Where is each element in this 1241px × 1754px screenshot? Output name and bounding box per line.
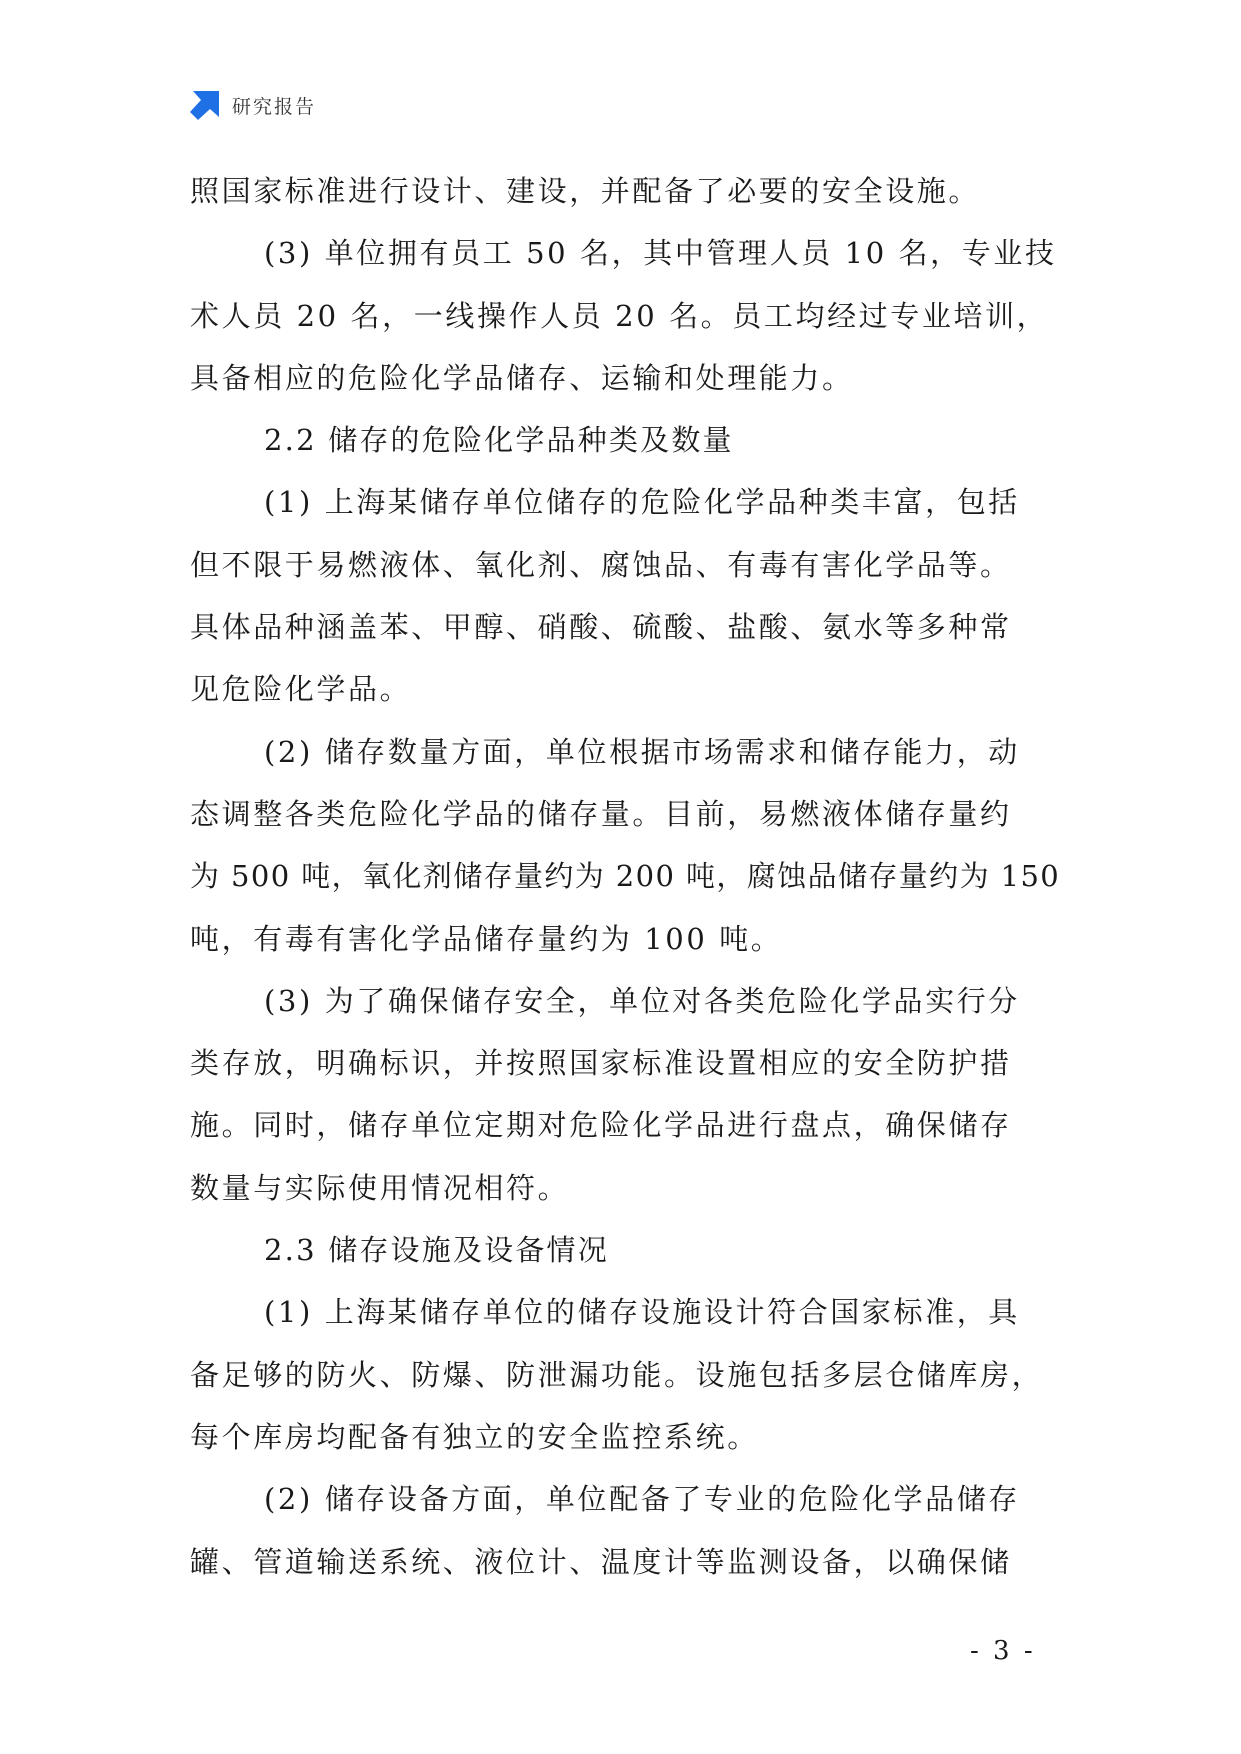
section-heading-2-2: 2.2 储存的危险化学品种类及数量 <box>264 423 734 458</box>
text-line: 每个库房均配备有独立的安全监控系统。 <box>190 1419 759 1454</box>
section-heading-2-3: 2.3 储存设施及设备情况 <box>264 1233 609 1268</box>
text-line: 类存放，明确标识，并按照国家标准设置相应的安全防护措 <box>190 1046 1012 1081</box>
page-number: - 3 - <box>970 1636 1036 1666</box>
text-line: 数量与实际使用情况相符。 <box>190 1170 570 1205</box>
text-line: (2) 储存数量方面，单位根据市场需求和储存能力，动 <box>264 734 1020 769</box>
text-line: 吨，有毒有害化学品储存量约为 100 吨。 <box>190 921 783 956</box>
text-line: 具备相应的危险化学品储存、运输和处理能力。 <box>190 360 854 395</box>
text-line: (3) 为了确保储存安全，单位对各类危险化学品实行分 <box>264 983 1020 1018</box>
text-line: 施。同时，储存单位定期对危险化学品进行盘点，确保储存 <box>190 1108 1012 1143</box>
text-line: 照国家标准进行设计、建设，并配备了必要的安全设施。 <box>190 174 981 208</box>
body-text <box>190 160 1062 1593</box>
text-line: (1) 上海某储存单位的储存设施设计符合国家标准，具 <box>264 1295 1020 1330</box>
text-line: 见危险化学品。 <box>190 672 412 707</box>
text-line: (2) 储存设备方面，单位配备了专业的危险化学品储存 <box>264 1482 1020 1517</box>
text-line: 但不限于易燃液体、氧化剂、腐蚀品、有毒有害化学品等。 <box>190 547 1012 582</box>
text-line: (1) 上海某储存单位储存的危险化学品种类丰富，包括 <box>264 485 1020 520</box>
text-line: 罐、管道输送系统、液位计、温度计等监测设备，以确保储 <box>190 1544 1012 1579</box>
text-line: 术人员 20 名，一线操作人员 20 名。员工均经过专业培训， <box>190 298 1049 333</box>
page-header <box>190 88 316 122</box>
text-line: 为 500 吨，氧化剂储存量约为 200 吨，腐蚀品储存量约为 150 <box>190 859 1061 894</box>
text-line: (3) 单位拥有员工 50 名，其中管理人员 10 名，专业技 <box>264 236 1057 271</box>
text-line: 态调整各类危险化学品的储存量。目前，易燃液体储存量约 <box>190 796 1012 831</box>
report-label: 研究报告 <box>232 95 317 118</box>
text-line: 具体品种涵盖苯、甲醇、硝酸、硫酸、盐酸、氨水等多种常 <box>190 610 1012 645</box>
arrow-up-right-icon <box>190 90 220 120</box>
text-line: 备足够的防火、防爆、防泄漏功能。设施包括多层仓储库房， <box>190 1357 1044 1392</box>
